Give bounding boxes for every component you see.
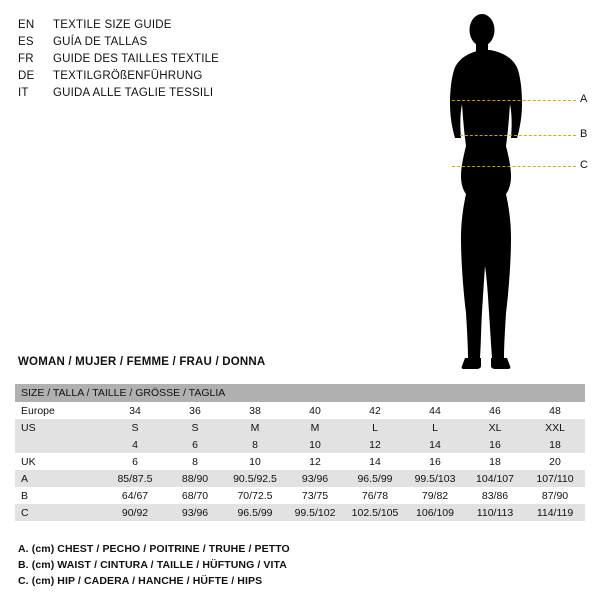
table-row <box>15 436 585 453</box>
table-cell: 4 <box>105 436 165 453</box>
table-cell: 64/67 <box>105 487 165 504</box>
table-cell: 76/78 <box>345 487 405 504</box>
table-cell: 107/110 <box>525 470 585 487</box>
chest-measure-label: A <box>580 93 588 105</box>
table-cell: 16 <box>405 453 465 470</box>
table-cell: 10 <box>225 453 285 470</box>
size-table-wrapper <box>15 384 585 521</box>
table-cell: 10 <box>285 436 345 453</box>
table-cell: 114/119 <box>525 504 585 521</box>
table-cell: 99.5/103 <box>405 470 465 487</box>
language-row-fr <box>18 51 318 68</box>
table-cell: 96.5/99 <box>225 504 285 521</box>
table-cell: 42 <box>345 402 405 419</box>
table-cell: 73/75 <box>285 487 345 504</box>
hip-measure-line <box>452 166 576 167</box>
table-cell: M <box>225 419 285 436</box>
table-cell: XXL <box>525 419 585 436</box>
table-cell: M <box>285 419 345 436</box>
table-cell: 20 <box>525 453 585 470</box>
language-row-it <box>18 85 318 102</box>
table-cell: 70/72.5 <box>225 487 285 504</box>
language-row-es <box>18 34 318 51</box>
table-cell: 12 <box>345 436 405 453</box>
measurement-legend <box>18 541 578 589</box>
table-cell: 48 <box>525 402 585 419</box>
table-cell: 44 <box>405 402 465 419</box>
language-text-de: TEXTILGRÖßENFÜHRUNG <box>53 70 203 82</box>
table-cell: 104/107 <box>465 470 525 487</box>
table-cell: 68/70 <box>165 487 225 504</box>
language-code-it: IT <box>18 87 29 99</box>
row-label: Europe <box>15 402 105 419</box>
table-cell: 6 <box>165 436 225 453</box>
table-cell: S <box>105 419 165 436</box>
table-cell: 93/96 <box>285 470 345 487</box>
table-cell: 8 <box>225 436 285 453</box>
table-cell: 79/82 <box>405 487 465 504</box>
table-cell: L <box>345 419 405 436</box>
table-cell: 83/86 <box>465 487 525 504</box>
size-table <box>15 384 585 521</box>
table-cell: 12 <box>285 453 345 470</box>
table-cell: 110/113 <box>465 504 525 521</box>
table-cell: L <box>405 419 465 436</box>
table-cell: 85/87.5 <box>105 470 165 487</box>
table-cell: 40 <box>285 402 345 419</box>
language-code-en: EN <box>18 19 35 31</box>
legend-row-waist: B. (cm) WAIST / CINTURA / TAILLE / HÜFTUNG / VITA <box>18 559 287 571</box>
language-code-fr: FR <box>18 53 34 65</box>
table-cell: 87/90 <box>525 487 585 504</box>
table-cell: XL <box>465 419 525 436</box>
table-cell: 38 <box>225 402 285 419</box>
row-label: UK <box>15 453 105 470</box>
group-title: WOMAN / MUJER / FEMME / FRAU / DONNA <box>18 356 266 368</box>
table-row <box>15 419 585 436</box>
table-row <box>15 453 585 470</box>
table-cell: 88/90 <box>165 470 225 487</box>
female-silhouette-figure <box>430 8 590 373</box>
table-cell: 96.5/99 <box>345 470 405 487</box>
table-cell: 18 <box>465 453 525 470</box>
table-cell: 14 <box>345 453 405 470</box>
table-row <box>15 504 585 521</box>
table-cell: 99.5/102 <box>285 504 345 521</box>
female-body-icon <box>430 8 590 373</box>
language-text-en: TEXTILE SIZE GUIDE <box>53 19 172 31</box>
table-header-cell: SIZE / TALLA / TAILLE / GRÖSSE / TAGLIA <box>15 384 585 402</box>
legend-row-hip: C. (cm) HIP / CADERA / HANCHE / HÜFTE / HIPS <box>18 575 263 587</box>
table-row <box>15 487 585 504</box>
table-row <box>15 402 585 419</box>
table-cell: 34 <box>105 402 165 419</box>
row-label: B <box>15 487 105 504</box>
language-code-de: DE <box>18 70 35 82</box>
language-row-en <box>18 17 318 34</box>
legend-row-chest: A. (cm) CHEST / PECHO / POITRINE / TRUHE / PETTO <box>18 543 290 555</box>
language-text-it: GUIDA ALLE TAGLIE TESSILI <box>53 87 214 99</box>
table-header-row <box>15 384 585 402</box>
table-cell: 90/92 <box>105 504 165 521</box>
table-cell: 46 <box>465 402 525 419</box>
table-cell: S <box>165 419 225 436</box>
language-header <box>18 17 318 102</box>
row-label: US <box>15 419 105 436</box>
chest-measure-line <box>452 100 576 101</box>
language-text-es: GUÍA DE TALLAS <box>53 36 148 48</box>
language-code-es: ES <box>18 36 34 48</box>
table-cell: 16 <box>465 436 525 453</box>
row-label: A <box>15 470 105 487</box>
table-cell: 90.5/92.5 <box>225 470 285 487</box>
table-cell: 102.5/105 <box>345 504 405 521</box>
table-cell: 93/96 <box>165 504 225 521</box>
table-cell: 36 <box>165 402 225 419</box>
table-cell: 18 <box>525 436 585 453</box>
table-row <box>15 470 585 487</box>
waist-measure-line <box>460 135 576 136</box>
hip-measure-label: C <box>580 159 588 171</box>
table-cell: 6 <box>105 453 165 470</box>
table-cell: 8 <box>165 453 225 470</box>
table-cell: 14 <box>405 436 465 453</box>
waist-measure-label: B <box>580 128 588 140</box>
row-label: C <box>15 504 105 521</box>
table-cell: 106/109 <box>405 504 465 521</box>
language-row-de <box>18 68 318 85</box>
language-text-fr: GUIDE DES TAILLES TEXTILE <box>53 53 220 65</box>
row-label <box>15 436 105 453</box>
